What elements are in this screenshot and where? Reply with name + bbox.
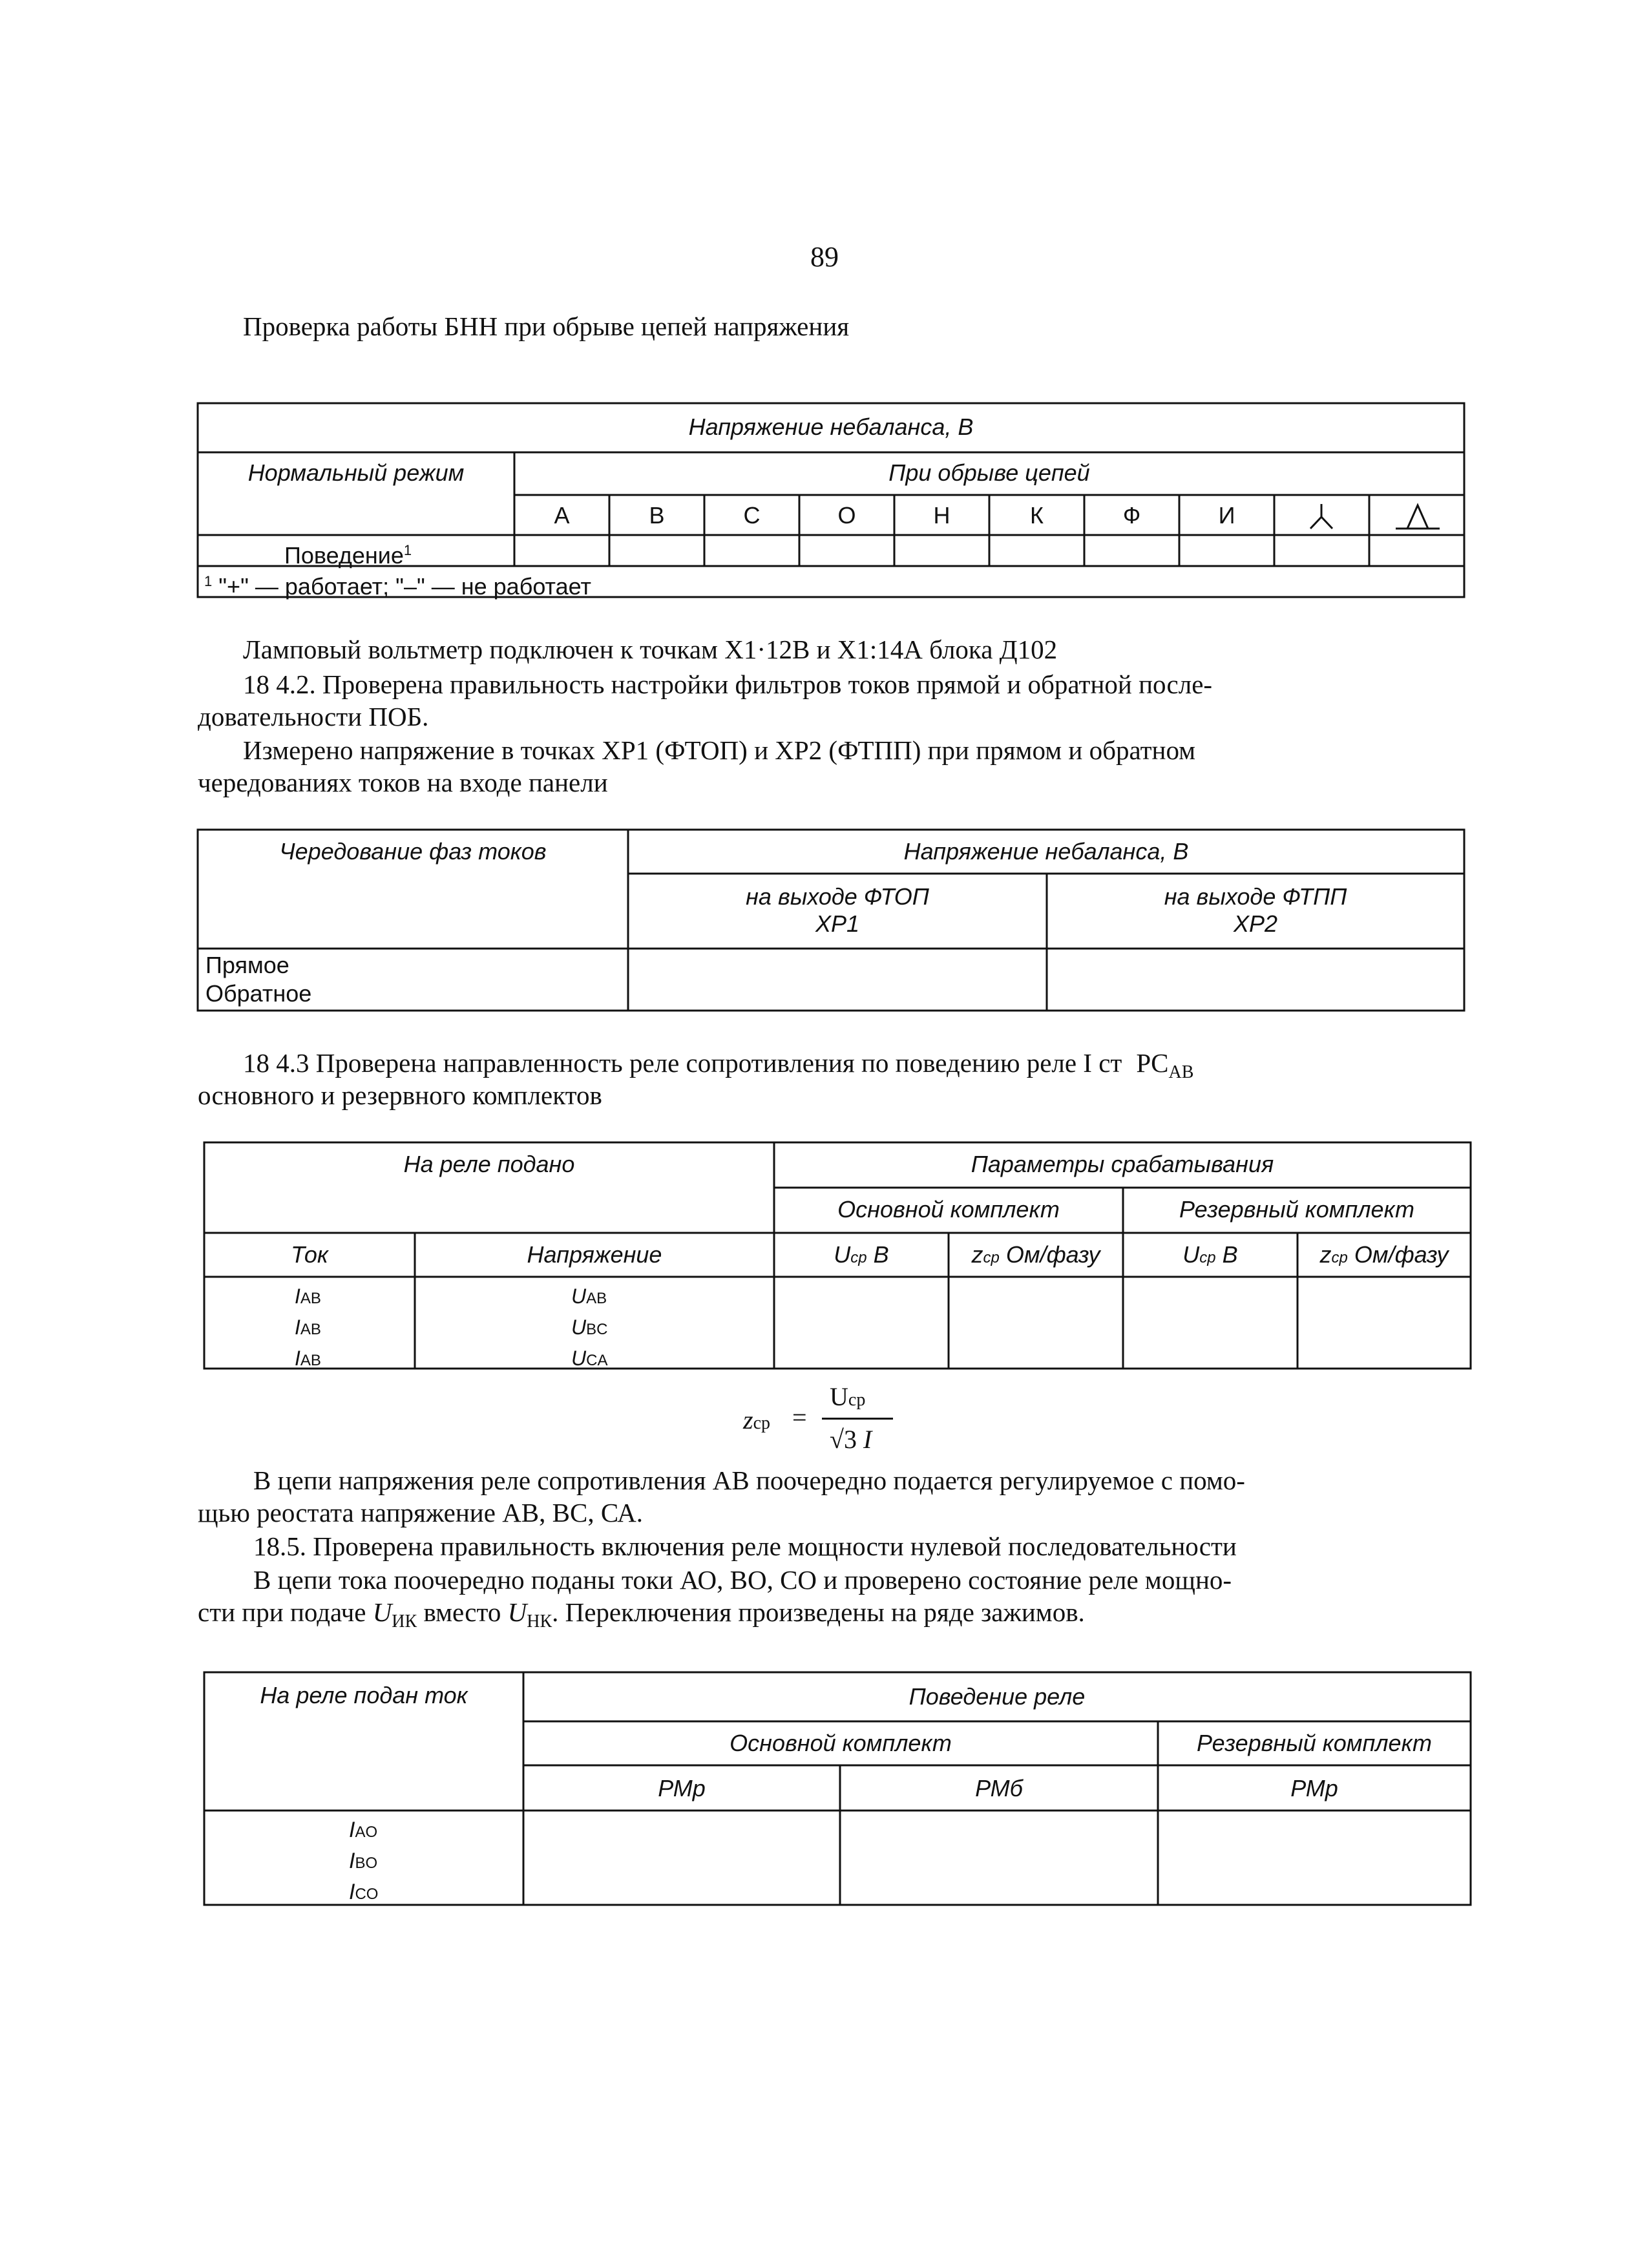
formula-u: U [830, 1382, 848, 1411]
table4-main-set: Основной комплект [730, 1730, 952, 1756]
table1-col-i: И [1218, 502, 1235, 529]
i-symbol: I [295, 1285, 300, 1308]
table4-current-list [349, 1816, 378, 1909]
u-symbol: U [834, 1241, 851, 1268]
section-title: Проверка работы БНН при обрыве цепей напряжения [243, 311, 850, 341]
u-sub: CA [586, 1352, 608, 1369]
para2-line2: основного и резервного комплектов [198, 1080, 602, 1110]
current-row [349, 1878, 378, 1909]
line5-s2: НК [527, 1612, 552, 1632]
page-number: 89 [810, 241, 839, 273]
current-row [349, 1847, 378, 1878]
table1-col-k: К [1030, 502, 1044, 529]
current-row [349, 1816, 378, 1847]
u-symbol: U [571, 1285, 587, 1308]
formula-sqrt3: √3 [830, 1425, 857, 1454]
u-unit: В [1222, 1241, 1238, 1268]
table2-sub1-line2: ХР1 [815, 910, 860, 937]
i-sub: AB [300, 1290, 321, 1307]
i-sub: AB [300, 1321, 321, 1338]
i-sub: AO [355, 1823, 378, 1841]
formula-u-sub: ср [848, 1390, 866, 1410]
i-symbol: I [295, 1316, 300, 1339]
para3-line1: В цепи напряжения реле сопротивления АВ поочередно подается регулируемое с помо- [253, 1465, 1245, 1495]
i-symbol: I [349, 1849, 355, 1873]
footnote-mark: 1 [403, 542, 412, 558]
table2-sub2-line2: ХР2 [1233, 910, 1278, 937]
line5-s1: ИК [392, 1612, 417, 1632]
para2-line1-text: 18 4.3 Проверена направленность реле сопротивления по поведению реле I ст [243, 1048, 1122, 1078]
table2-sub1-line1: на выходе ФТОП [746, 883, 929, 910]
i-symbol: I [349, 1880, 355, 1904]
u-sub: BC [586, 1321, 608, 1338]
table2-row-reverse: Обратное [205, 980, 312, 1007]
i-sub: CO [355, 1885, 379, 1903]
table1-col-n: Н [933, 502, 951, 529]
table3-params: Параметры срабатывания [971, 1151, 1274, 1177]
z-symbol: z [1319, 1241, 1332, 1268]
table1-row-behavior-label: Поведение [284, 542, 404, 569]
u-sub: ср [850, 1249, 867, 1266]
line5-u2: U [507, 1597, 527, 1627]
para3-line3: 18.5. Проверена правильность включения реле мощности нулевой последовательности [253, 1531, 1237, 1561]
footnote-mark-ref: 1 [204, 573, 213, 589]
table3-current: Ток [291, 1241, 328, 1268]
z-sub: ср [1331, 1249, 1348, 1266]
table3-voltage: Напряжение [527, 1241, 662, 1268]
table1-col-a: А [554, 502, 570, 529]
para1-line5: чередованиях токов на входе панели [198, 768, 608, 797]
table3-main-set: Основной комплект [837, 1196, 1060, 1223]
table1-col-o: О [837, 502, 856, 529]
z-unit: Ом/фазу [1354, 1241, 1449, 1268]
table3-applied: На реле подано [403, 1151, 575, 1177]
table4-behavior: Поведение реле [909, 1683, 1086, 1710]
table4-col3: РМр [1290, 1775, 1338, 1801]
u-sub: AB [586, 1290, 607, 1307]
line5-u1: U [372, 1597, 392, 1627]
table1-header-top: Напряжение небаланса, В [688, 414, 974, 440]
i-sub: BO [355, 1854, 378, 1872]
line5-text-a: сти при подаче [198, 1597, 366, 1627]
para2-relay-sub: AB [1168, 1062, 1194, 1083]
para1-line1: Ламповый вольтметр подключен к точкам Х1·12В и Х1:14А блока Д102 [243, 635, 1058, 664]
para1-line3: довательности ПОБ. [198, 702, 429, 731]
table1-col-b: В [649, 502, 665, 529]
table2-col1-header: Чередование фаз токов [279, 838, 547, 865]
para1-line4: Измерено напряжение в точках ХР1 (ФТОП) и ХР2 (ФТПП) при прямом и обратном [243, 735, 1196, 765]
para3-line2: щью реостата напряжение АВ, ВС, СА. [198, 1498, 644, 1528]
table1-on-break: При обрыве цепей [888, 459, 1090, 486]
table4-reserve-set: Резервный комплект [1197, 1730, 1432, 1756]
z-symbol: z [971, 1241, 983, 1268]
i-symbol: I [349, 1818, 355, 1842]
line5-text-b: вместо [423, 1597, 501, 1627]
para2-relay: PC [1136, 1048, 1169, 1078]
formula-z: z [743, 1405, 753, 1434]
z-sub: ср [983, 1249, 1000, 1266]
z-unit: Ом/фазу [1005, 1241, 1100, 1268]
para3-line4: В цепи тока поочередно поданы токи АО, ВО, СО и проверено состояние реле мощно- [253, 1565, 1232, 1595]
u-symbol: U [1182, 1241, 1200, 1268]
table2-row-direct: Прямое [205, 952, 289, 978]
u-unit: В [873, 1241, 889, 1268]
formula-z-sub: ср [753, 1413, 771, 1433]
table4-col1: РМр [658, 1775, 706, 1801]
i-sub: AB [300, 1352, 321, 1369]
para1-line2: 18 4.2. Проверена правильность настройки фильтров токов прямой и обратной после- [243, 669, 1213, 699]
table1-col-f: Ф [1122, 502, 1141, 529]
i-symbol: I [295, 1347, 300, 1370]
u-symbol: U [571, 1347, 587, 1370]
table4-col2: РМб [975, 1775, 1023, 1801]
table2-header-top: Напряжение небаланса, В [903, 838, 1189, 865]
table1-col-c: С [743, 502, 761, 529]
table2-sub2-line1: на выходе ФТПП [1164, 883, 1347, 910]
table1-normal-mode: Нормальный режим [247, 459, 465, 486]
u-sub: ср [1199, 1249, 1216, 1266]
formula-i: I [863, 1425, 872, 1454]
table3-reserve-set: Резервный комплект [1179, 1196, 1414, 1223]
u-symbol: U [571, 1316, 587, 1339]
formula-eq: = [792, 1403, 807, 1432]
table1-footnote-text: "+" — работает; "–" — не работает [218, 573, 591, 600]
line5-text-c: . Переключения произведены на ряде зажимов. [552, 1597, 1085, 1627]
table4-applied-current: На реле подан ток [260, 1682, 468, 1708]
